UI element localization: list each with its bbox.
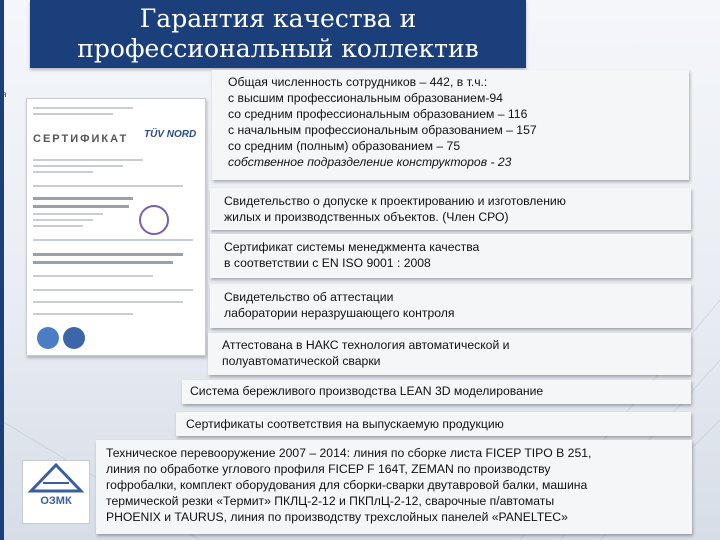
staff-line: со средним профессиональным образованием – 116 [228,107,528,121]
certificate-brand: TÜV NORD [144,129,197,140]
box-line: Свидетельство о допуске к проектированию и изготовлению [224,194,566,208]
certificate-stamp [37,327,59,349]
lab-box [210,284,691,328]
lean-text: Система бережливого производства LEAN 3D моделирование [190,384,544,398]
cert-line [33,113,113,115]
company-logo [22,460,90,524]
cert-line [33,301,183,303]
cert-line [33,197,133,200]
certificate-image [26,98,206,356]
cert-line [33,159,143,161]
logo-mark-icon [23,461,89,495]
side-mark: я [2,90,7,99]
tech-line: PHOENIX и TAURUS, линия по производству трехслойных панелей «PANELTEC» [106,510,568,524]
staff-box [212,70,689,180]
cert-line [33,107,133,109]
box-line: лаборатории неразрушающего контроля [224,306,455,320]
logo-text: ОЗМК [40,495,72,507]
sro-box [210,188,691,230]
tech-line: Техническое перевооружение 2007 – 2014: линия по сборке листа FICEP TIPO B 251, [106,446,592,460]
staff-line: собственное подразделение конструкторов - 23 [228,155,512,169]
cert-line [33,261,173,264]
box-line: Свидетельство об аттестации [224,290,394,304]
box-line: в соответствии с EN ISO 9001 : 2008 [224,256,431,270]
lean-box [182,380,691,404]
cert-line [33,219,93,221]
tech-line: гофробалки, комплект оборудования для сборки-сварки двутавровой балки, машина [106,478,588,492]
cert-line [33,275,153,277]
iso-box [210,234,691,278]
tech-line: линия по обработке углового профиля FICEP F 164T, ZEMAN по производству [106,462,551,476]
staff-line: со средним (полным) образованием – 75 [228,139,461,153]
staff-line: Общая численность сотрудников – 442, в т.ч.: [228,75,488,89]
box-line: жилых и производственных объектов. (Член СРО) [224,210,509,224]
cert-line [33,213,103,215]
box-line: Аттестована в НАКС технология автоматической и [222,338,510,352]
box-line: Сертификат системы менеджмента качества [224,240,480,254]
cert-line [33,185,183,187]
tech-line: термической резки «Термит» ПКЛЦ-2-12 и ПКПлЦ-2-12, сварочные п/автоматы [106,494,555,508]
cert-line [33,239,193,241]
product-certs-text: Сертификаты соответствия на выпускаемую продукцию [186,417,504,431]
naks-box [208,333,691,375]
cert-line [33,289,193,291]
cert-line [33,165,123,167]
certificate-heading: СЕРТИФИКАТ [33,133,129,145]
cert-line [33,171,93,173]
certificate-seal [139,205,169,235]
cert-line [33,225,83,227]
cert-line [33,313,133,315]
staff-line: с начальным профессиональным образованием – 157 [228,123,537,137]
staff-line: с высшим профессиональным образованием-94 [228,91,503,105]
cert-line [33,205,129,208]
title-band [30,0,526,68]
title-line-1: Гарантия качества и [139,4,417,33]
tech-box [96,440,692,534]
certificate-stamp [63,327,85,349]
title-line-2: профессиональный коллектив [77,34,479,63]
cert-line [33,253,183,256]
box-line: полуавтоматической сварки [222,354,381,368]
left-accent-strip [0,0,7,540]
slide-title [30,4,526,64]
product-certs-box [176,412,691,436]
